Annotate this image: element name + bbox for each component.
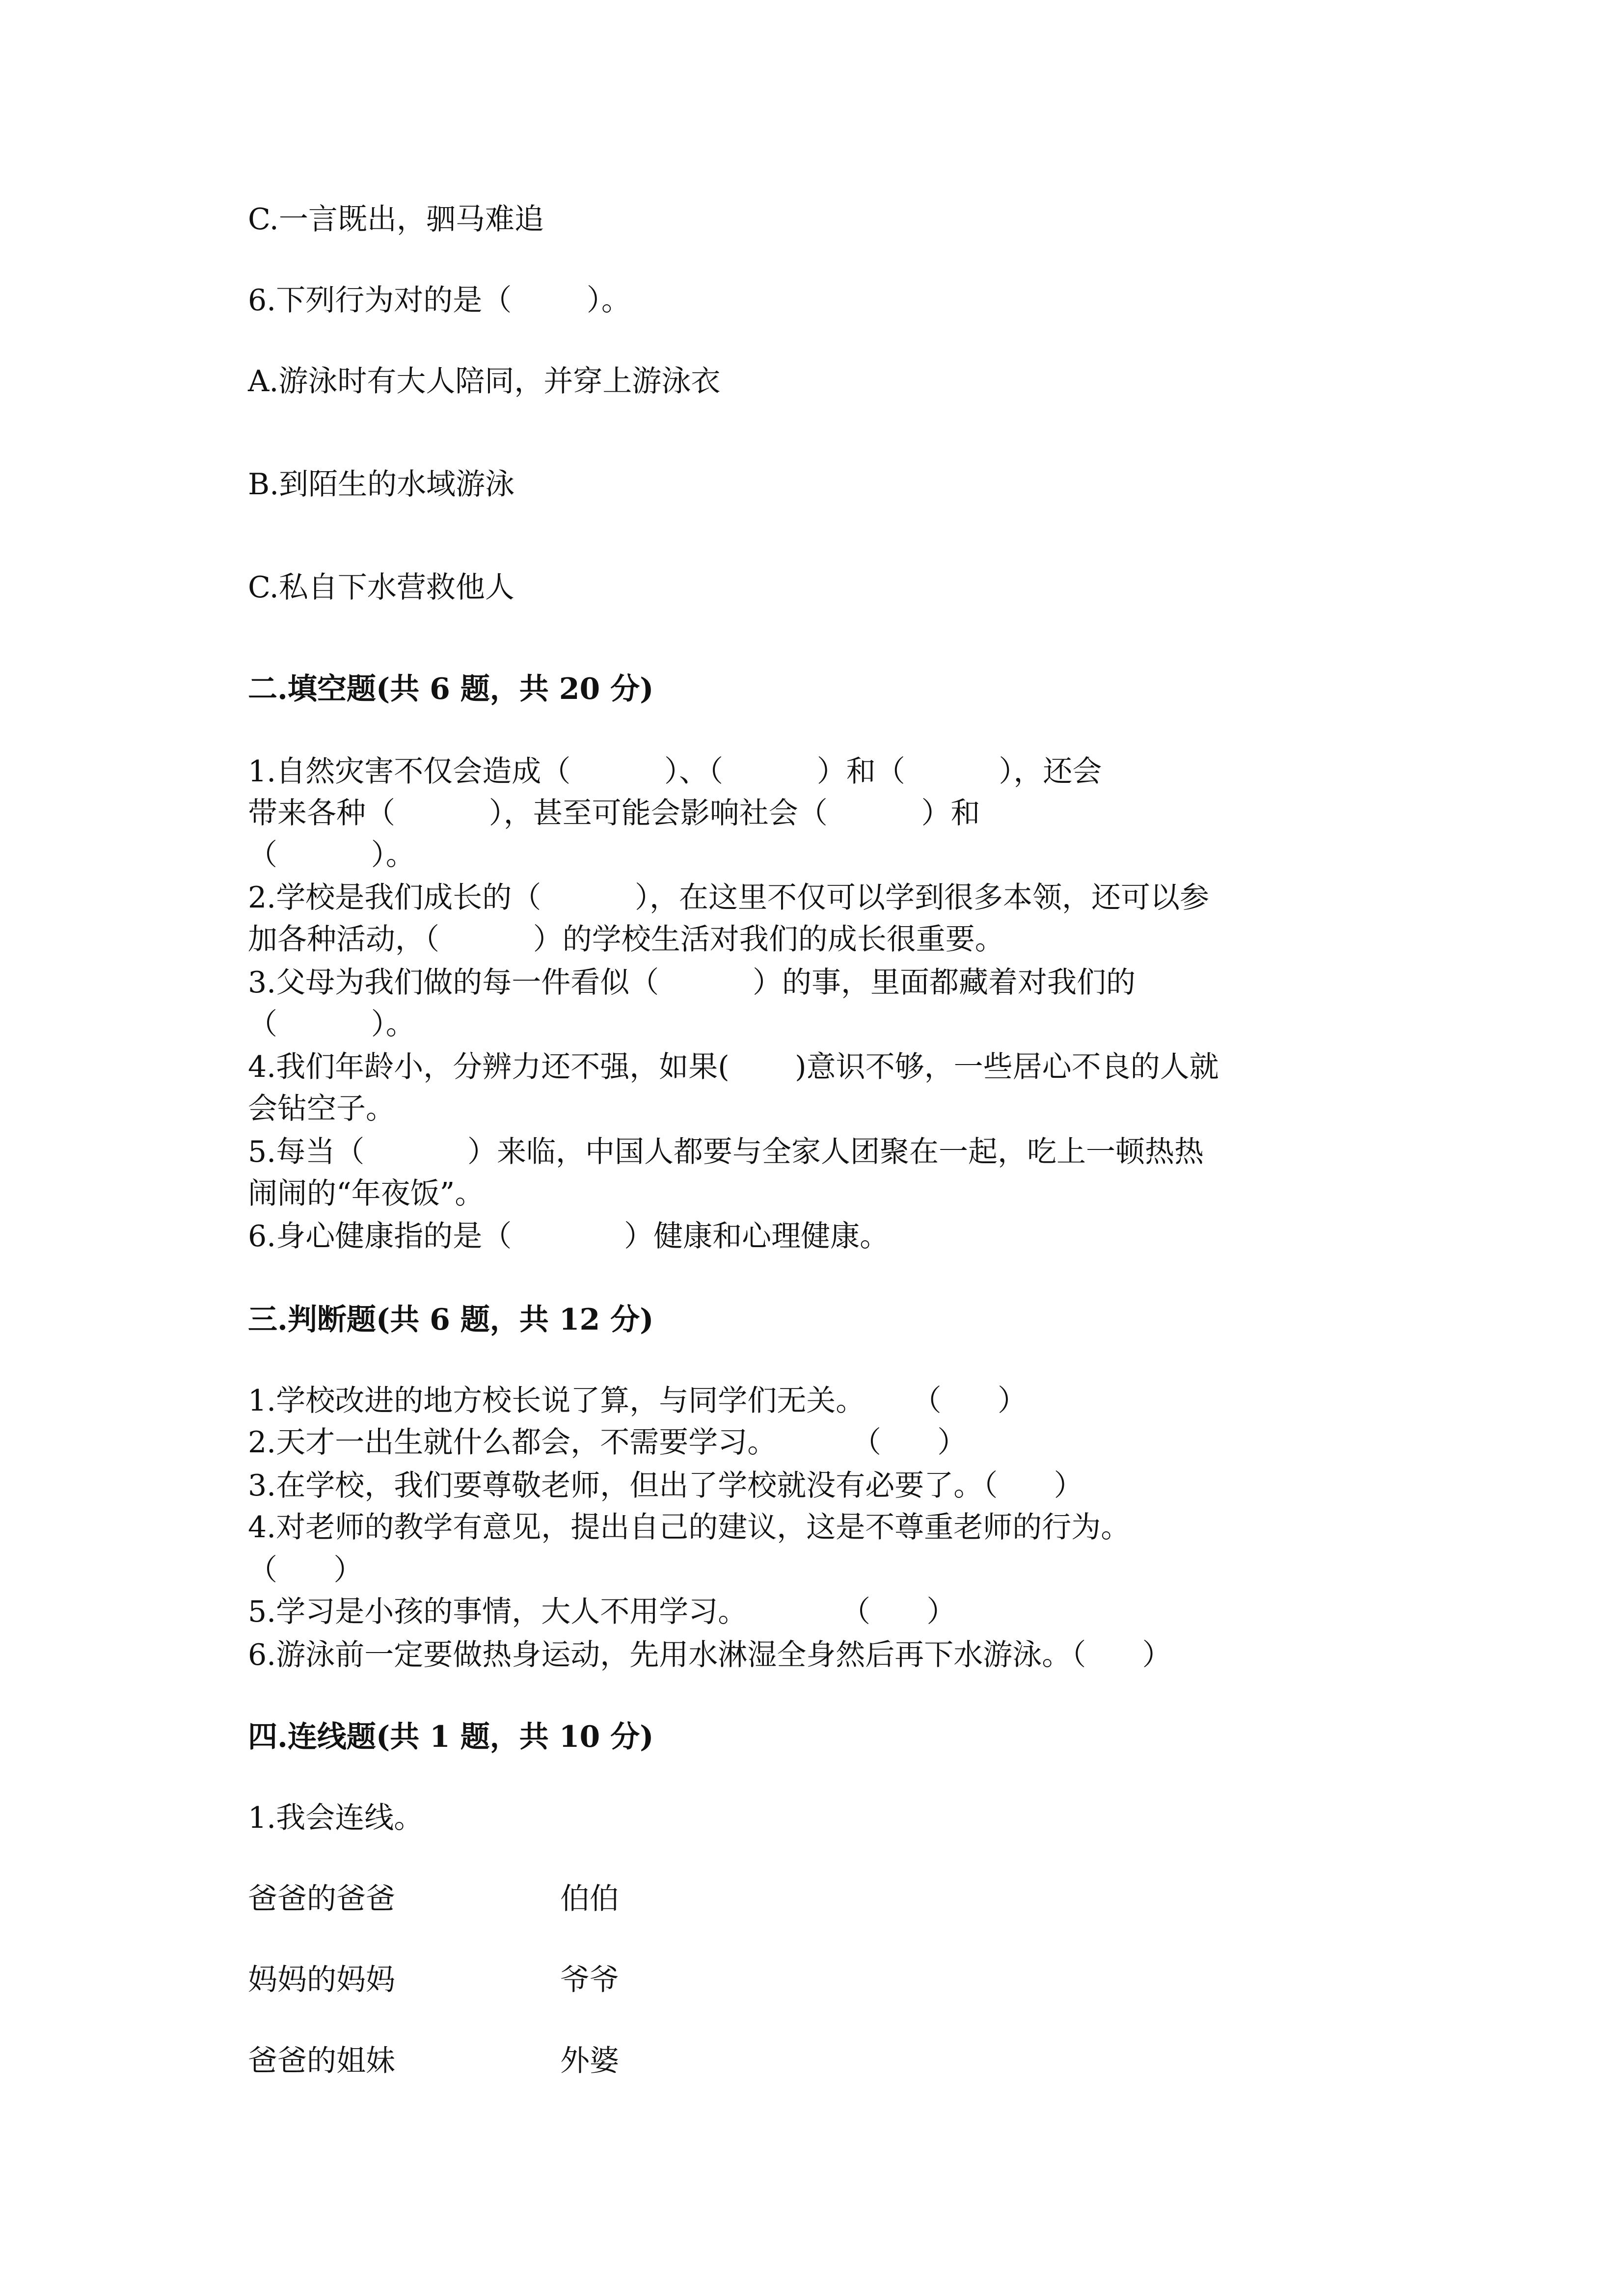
match-question: 1.我会连线。 <box>248 1801 424 1835</box>
match-right-item: 伯伯 <box>560 1882 619 1916</box>
match-left-item: 爸爸的姐妹 <box>248 2044 395 2078</box>
q6-option-c: C.私自下水营救他人 <box>248 570 514 605</box>
q6-stem: 6.下列行为对的是（ ）。 <box>248 283 631 318</box>
fill-q1-line1: 1.自然灾害不仅会造成（ ）、（ ）和（ ），还会 <box>248 754 1102 789</box>
q6-option-b: B.到陌生的水域游泳 <box>248 467 515 502</box>
fill-q1-line3: （ ）。 <box>248 838 415 872</box>
q6-option-a: A.游泳时有大人陪同，并穿上游泳衣 <box>248 364 721 399</box>
fill-q5-line1: 5.每当（ ）来临，中国人都要与全家人团聚在一起，吃上一顿热热 <box>248 1135 1204 1169</box>
judge-q4-line2: （ ） <box>248 1553 363 1587</box>
match-right-item: 外婆 <box>560 2044 619 2078</box>
fill-q4-line2: 会钻空子。 <box>248 1092 395 1126</box>
match-left-item: 爸爸的爸爸 <box>248 1882 395 1916</box>
match-right-item: 爷爷 <box>560 1963 619 1997</box>
judge-q4-line1: 4.对老师的教学有意见，提出自己的建议，这是不尊重老师的行为。 <box>248 1510 1131 1545</box>
fill-q2-line1: 2.学校是我们成长的（ ），在这里不仅可以学到很多本领，还可以参 <box>248 881 1209 915</box>
q5-option-c: C.一言既出，驷马难追 <box>248 202 544 237</box>
fill-q3-line2: （ ）。 <box>248 1007 415 1041</box>
fill-q1-line2: 带来各种（ ），甚至可能会影响社会（ ）和 <box>248 796 980 830</box>
judge-q2: 2.天才一出生就什么都会，不需要学习。 （ ） <box>248 1425 967 1460</box>
fill-q6-line1: 6.身心健康指的是（ ）健康和心理健康。 <box>248 1219 890 1254</box>
fill-q4-line1: 4.我们年龄小，分辨力还不强，如果( )意识不够，一些居心不良的人就 <box>248 1050 1219 1084</box>
judge-q1: 1.学校改进的地方校长说了算，与同学们无关。 （ ） <box>248 1384 1028 1418</box>
judge-q6: 6.游泳前一定要做热身运动，先用水淋湿全身然后再下水游泳。（ ） <box>248 1638 1172 1672</box>
fill-section-title: 二.填空题(共 6 题，共 20 分) <box>248 672 654 706</box>
fill-q2-line2: 加各种活动，（ ）的学校生活对我们的成长很重要。 <box>248 922 1004 957</box>
judge-q3: 3.在学校，我们要尊敬老师，但出了学校就没有必要了。（ ） <box>248 1468 1083 1503</box>
fill-q3-line1: 3.父母为我们做的每一件看似（ ）的事，里面都藏着对我们的 <box>248 965 1136 1000</box>
judge-section-title: 三.判断题(共 6 题，共 12 分) <box>248 1303 654 1337</box>
judge-q5: 5.学习是小孩的事情，大人不用学习。 （ ） <box>248 1595 956 1629</box>
match-left-item: 妈妈的妈妈 <box>248 1963 395 1997</box>
fill-q5-line2: 闹闹的“年夜饭”。 <box>248 1176 485 1211</box>
match-section-title: 四.连线题(共 1 题，共 10 分) <box>248 1720 654 1754</box>
